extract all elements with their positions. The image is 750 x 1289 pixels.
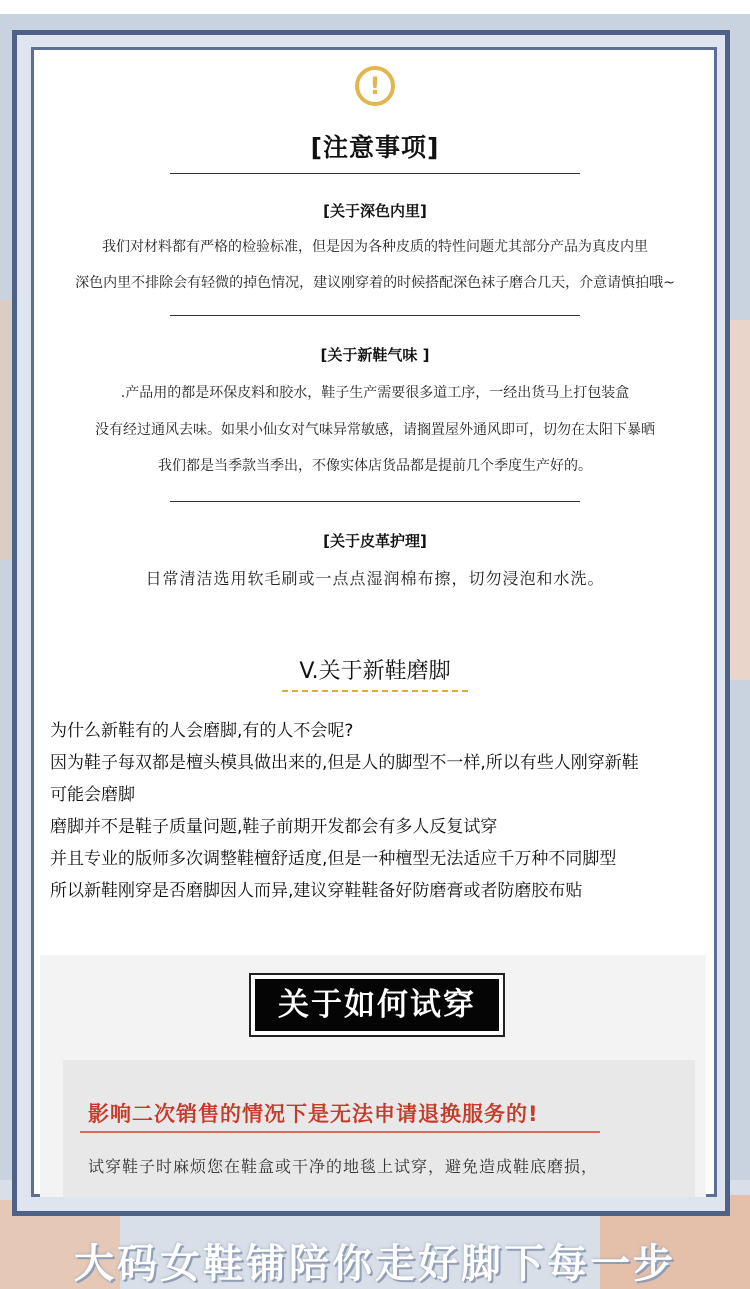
section-heading-new-shoe-odor: [关于新鞋气味 ] <box>320 346 430 364</box>
blister-text-line: 为什么新鞋有的人会磨脚,有的人不会呢? <box>50 721 354 741</box>
section-text-line: 日常清洁选用软毛刷或一点点湿润棉布擦，切勿浸泡和水洗。 <box>145 569 605 588</box>
blister-text-line: 因为鞋子每双都是檀头模具做出来的,但是人的脚型不一样,所以有些人刚穿新鞋 <box>50 753 639 773</box>
slogan-banner: 大码女鞋铺陪你走好脚下每一步 <box>74 1241 676 1287</box>
divider <box>170 315 580 316</box>
section-heading-leather-care: [关于皮革护理] <box>323 532 427 550</box>
tryon-title-box <box>249 973 505 1037</box>
blister-text-line: 磨脚并不是鞋子质量问题,鞋子前期开发都会有多人反复试穿 <box>50 817 498 837</box>
section-text-line: .产品用的都是环保皮料和胶水，鞋子生产需要很多道工序，一经出货马上打包装盒 <box>120 385 630 401</box>
section-text-line: 没有经过通风去味。如果小仙女对气味异常敏感，请搁置屋外通风即可，切勿在太阳下暴晒 <box>95 422 655 438</box>
blister-text-block <box>50 718 720 910</box>
section-text-line: 我们对材料都有严格的检验标准，但是因为各种皮质的特性问题尤其部分产品为真皮内里 <box>102 239 648 255</box>
exclamation-circle-icon: ! <box>355 66 395 106</box>
notice-title: [注意事项] <box>310 133 440 162</box>
blister-section-title: V.关于新鞋磨脚 <box>299 659 451 684</box>
section-heading-dark-lining: [关于深色内里] <box>323 202 427 220</box>
divider <box>170 173 580 174</box>
background-top-band <box>0 0 750 14</box>
section-text-line: 我们都是当季款当季出，不像实体店货品都是提前几个季度生产好的。 <box>158 458 592 474</box>
divider <box>170 501 580 502</box>
warning-underline <box>80 1131 600 1133</box>
title-dashed-underline <box>282 690 468 692</box>
blister-text-line: 所以新鞋刚穿是否磨脚因人而异,建议穿鞋鞋备好防磨膏或者防磨胶布贴 <box>50 881 583 901</box>
tryon-note-text: 试穿鞋子时麻烦您在鞋盒或干净的地毯上试穿，避免造成鞋底磨损， <box>88 1157 599 1176</box>
blister-text-line: 并且专业的版师多次调整鞋檀舒适度,但是一种檀型无法适应千万种不同脚型 <box>50 849 617 869</box>
tryon-title: 关于如何试穿 <box>255 979 499 1031</box>
section-text-line: 深色内里不排除会有轻微的掉色情况，建议刚穿着的时候搭配深色袜子磨合几天，介意请慎拍哦~ <box>75 275 675 291</box>
return-warning-text: 影响二次销售的情况下是无法申请退换服务的! <box>88 1102 539 1126</box>
blister-text-line: 可能会磨脚 <box>50 785 135 805</box>
